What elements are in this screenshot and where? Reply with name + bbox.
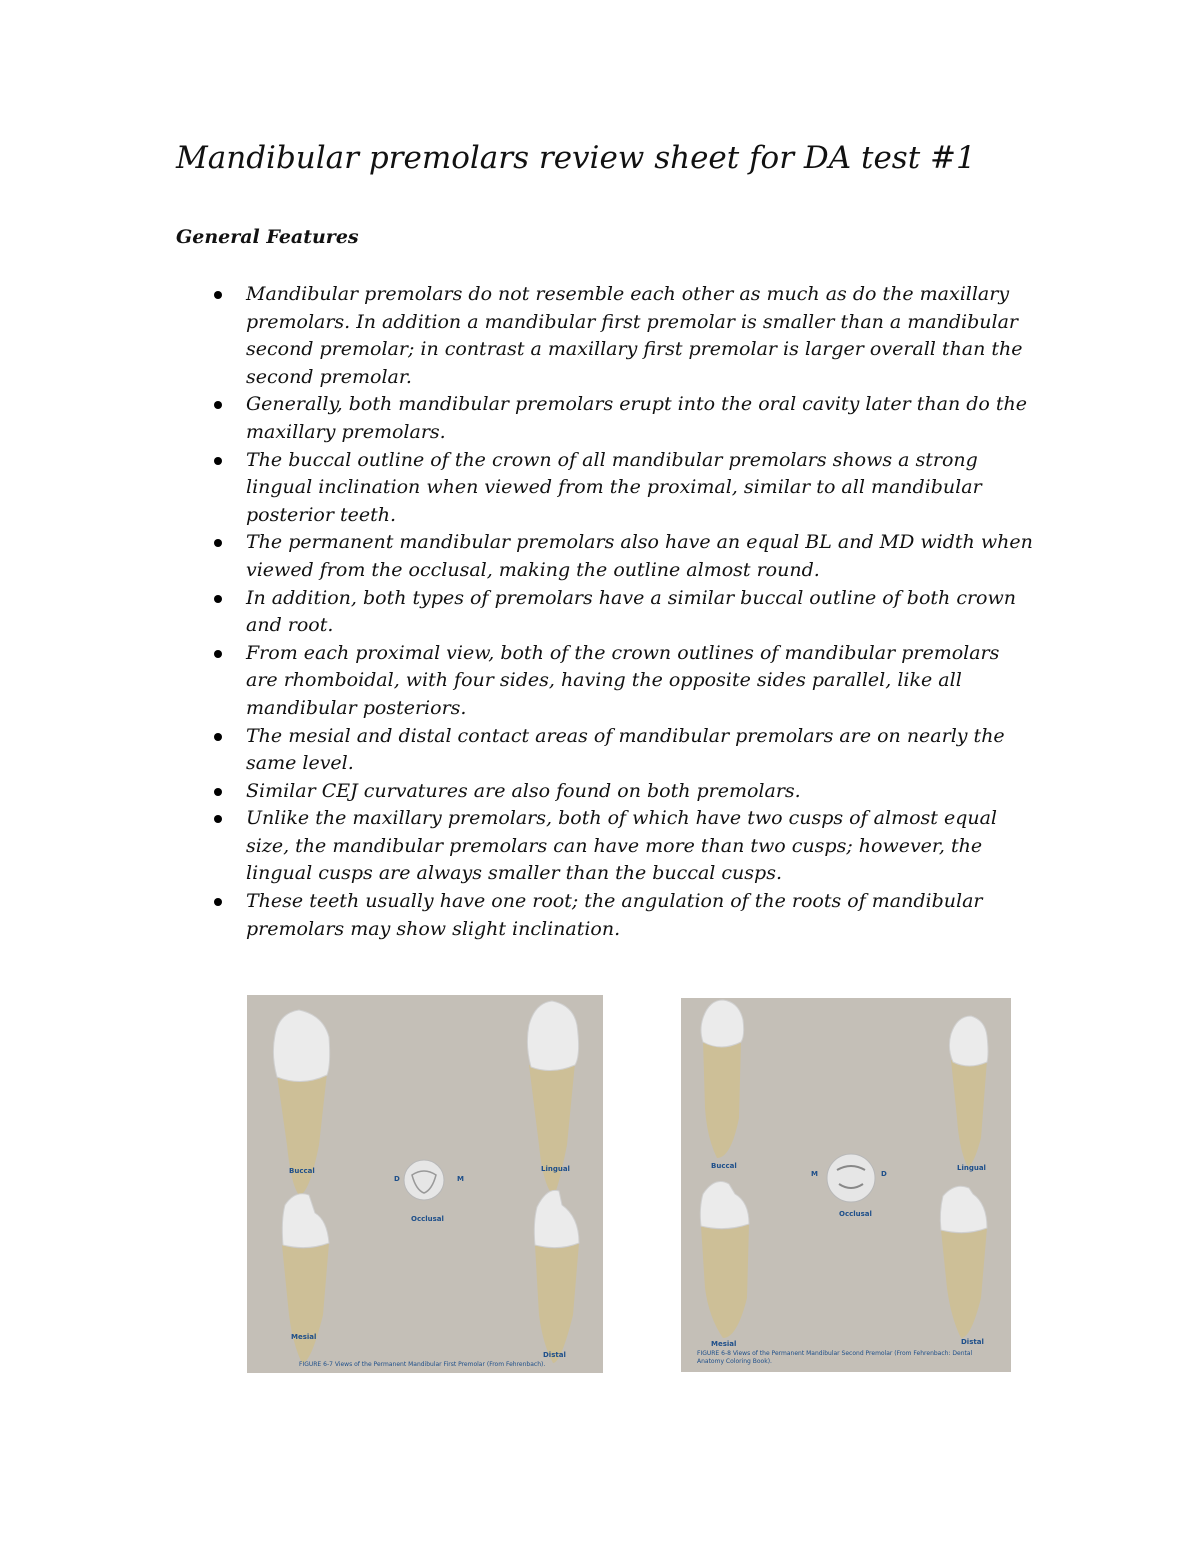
list-item [176, 805, 1036, 888]
tooth-lingual-view [949, 1016, 988, 1166]
list-item [176, 281, 1036, 391]
bullet-icon [214, 733, 222, 741]
bullet-icon [214, 291, 222, 299]
bullet-icon [214, 595, 222, 603]
list-item-text: Mandibular premolars do not resemble each other as much as do the maxillary premolars. In addition a mandibular first premolar is smaller than a mandibular second premolar; in contrast a maxillary first premolar is larger overall than the second premolar. [246, 283, 1023, 388]
label-d: D [394, 1175, 400, 1183]
list-item-text: These teeth usually have one root; the angulation of the roots of mandibular premolars may show slight inclination. [246, 890, 983, 940]
list-item-text: Similar CEJ curvatures are also found on both premolars. [246, 779, 801, 802]
label-m: M [811, 1170, 818, 1178]
label-lingual: Lingual [541, 1165, 570, 1173]
list-item-text: Generally, both mandibular premolars erupt into the oral cavity later than do the maxillary premolars. [246, 393, 1028, 443]
label-mesial: Mesial [291, 1333, 317, 1341]
second-premolar-illustration [681, 998, 1011, 1372]
tooth-distal-view [940, 1186, 987, 1338]
label-mesial: Mesial [711, 1340, 737, 1348]
list-item [176, 723, 1036, 778]
bullet-icon [214, 539, 222, 547]
list-item-text: The mesial and distal contact areas of mandibular premolars are on nearly the same level. [246, 724, 1005, 775]
label-d: D [881, 1170, 887, 1178]
list-item-text: From each proximal view, both of the crown outlines of mandibular premolars are rhomboidal, with four sides, having the opposite sides parallel, like all mandibular posteriors. [246, 641, 1000, 719]
bullet-icon [214, 815, 222, 823]
label-buccal: Buccal [289, 1167, 315, 1175]
tooth-mesial-view [700, 1182, 749, 1338]
first-premolar-figure [247, 995, 603, 1373]
section-heading: General Features [176, 226, 359, 248]
label-occlusal: Occlusal [839, 1210, 872, 1218]
list-item [176, 529, 1036, 584]
list-item-text: In addition, both types of premolars have a similar buccal outline of both crown and root. [246, 586, 1016, 637]
tooth-distal-view [534, 1190, 579, 1363]
features-list [176, 281, 1036, 943]
list-item [176, 391, 1036, 446]
label-distal: Distal [961, 1338, 984, 1346]
list-item-text: The buccal outline of the crown of all mandibular premolars shows a strong lingual inclination when viewed from the proximal, similar to all mandibular posterior teeth. [246, 448, 982, 526]
label-occlusal: Occlusal [411, 1215, 444, 1223]
figure-caption-line2: Anatomy Coloring Book). [697, 1358, 772, 1365]
page-title: Mandibular premolars review sheet for DA test #1 [176, 140, 976, 176]
bullet-icon [214, 401, 222, 409]
tooth-occlusal-view [404, 1160, 444, 1200]
tooth-buccal-view [701, 1000, 744, 1158]
list-item [176, 888, 1036, 943]
bullet-icon [214, 650, 222, 658]
bullet-icon [214, 788, 222, 796]
label-lingual: Lingual [957, 1164, 986, 1172]
list-item-text: The permanent mandibular premolars also have an equal BL and MD width when viewed from the occlusal, making the outline almost round. [246, 531, 1033, 581]
bullet-icon [214, 898, 222, 906]
list-item-text: Unlike the maxillary premolars, both of which have two cusps of almost equal size, the mandibular premolars can have more than two cusps; however, the lingual cusps are always smaller than the buccal cusps. [246, 807, 997, 885]
tooth-occlusal-view [827, 1154, 875, 1202]
list-item [176, 640, 1036, 723]
first-premolar-illustration [247, 995, 603, 1373]
figure-caption-line1: FIGURE 6-8 Views of the Permanent Mandibular Second Premolar (From Fehrenbach: Dental [697, 1350, 973, 1357]
figure-caption: FIGURE 6-7 Views of the Permanent Mandibular First Premolar (From Fehrenbach). [299, 1361, 546, 1368]
label-m: M [457, 1175, 464, 1183]
list-item [176, 585, 1036, 640]
label-distal: Distal [543, 1351, 566, 1359]
list-item [176, 447, 1036, 530]
second-premolar-figure [681, 998, 1011, 1372]
bullet-icon [214, 457, 222, 465]
list-item [176, 778, 1036, 806]
label-buccal: Buccal [711, 1162, 737, 1170]
